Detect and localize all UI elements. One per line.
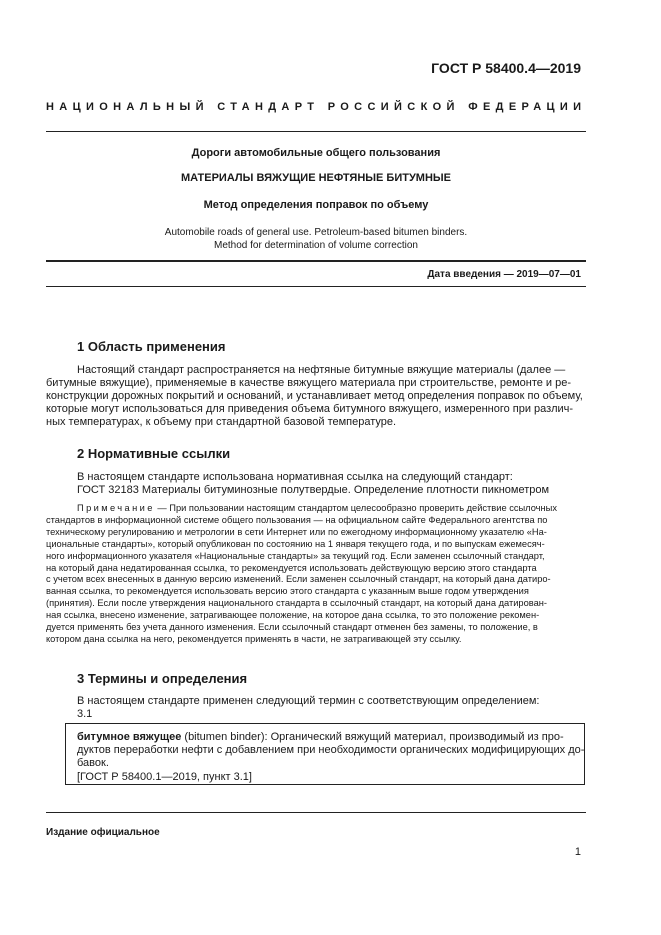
term-number: 3.1 bbox=[77, 708, 93, 720]
note-line: циональные стандарты», который опубликован по состоянию на 1 января текущего года, и по выпускам ежемесяч- bbox=[46, 538, 545, 549]
term-definition bbox=[77, 731, 585, 770]
section-2-text bbox=[77, 471, 585, 497]
note-line: (принятия). Если после утверждения национального стандарта в ссылочный стандарт, на который дана датирован- bbox=[46, 598, 547, 609]
section-1-line: конструкции дорожных покрытий и оснований, и устанавливает метод определения поправок по объему, bbox=[46, 390, 583, 402]
page-number: 1 bbox=[574, 846, 581, 858]
section-1-line: которые могут использоваться для приведения объема битумного вяжущего, измеренного при различ- bbox=[46, 403, 574, 415]
section-1-heading: 1 Область применения bbox=[77, 339, 226, 354]
note-line: с учетом всех внесенных в данную версию изменений. Если заменен ссылочный стандарт, на который дана датиро- bbox=[46, 574, 551, 585]
section-1-line: ных температурах, к объему при стандартной базовой температуре. bbox=[46, 416, 397, 428]
section-3-text bbox=[77, 695, 585, 721]
note-line: стандартов в информационной системе общего пользования — на официальном сайте Федерального агентства по bbox=[46, 514, 548, 525]
term-name: битумное вяжущее bbox=[77, 731, 182, 743]
note-line: ного информационного указателя «Национальные стандарты» за текущий год. Если заменен ссылочный стандарт, bbox=[46, 550, 545, 561]
footer-divider bbox=[46, 812, 586, 813]
section-2-line: В настоящем стандарте использована нормативная ссылка на следующий стандарт: bbox=[77, 471, 513, 483]
introduction-date: Дата введения — 2019—07—01 bbox=[427, 269, 581, 280]
section-3-heading: 3 Термины и определения bbox=[77, 671, 248, 686]
title-sub: Метод определения поправок по объему bbox=[203, 199, 429, 211]
standard-title: НАЦИОНАЛЬНЫЙ СТАНДАРТ РОССИЙСКОЙ ФЕДЕРАЦИИ bbox=[46, 101, 587, 113]
note-first-line bbox=[46, 503, 586, 515]
section-1-text bbox=[46, 364, 585, 429]
document-code: ГОСТ Р 58400.4—2019 bbox=[431, 60, 581, 76]
title-english bbox=[46, 226, 586, 252]
note-line: дуется применять без учета данного изменения. Если ссылочный стандарт отменен без замены, то положение, в bbox=[46, 622, 538, 633]
note-label: Примечание bbox=[77, 503, 155, 513]
title-english-line2: Method for determination of volume correction bbox=[214, 240, 418, 251]
note-first-text: — При пользовании настоящим стандартом целесообразно проверить действие ссылочных bbox=[154, 503, 557, 513]
title-caps: МАТЕРИАЛЫ ВЯЖУЩИЕ НЕФТЯНЫЕ БИТУМНЫЕ bbox=[180, 172, 452, 184]
note-line: техническому регулированию и метрологии в сети Интернет или по ежегодному информационному указателю «На- bbox=[46, 526, 547, 537]
section-1-line: Настоящий стандарт распространяется на нефтяные битумные вяжущие материалы (далее — bbox=[77, 364, 566, 376]
header-divider bbox=[46, 131, 586, 132]
term-definition-line1: (bitumen binder): Органический вяжущий материал, производимый из про- bbox=[181, 731, 564, 743]
note-line: котором дана ссылка на него, рекомендуется применять в части, не затрагивающей эту ссылку. bbox=[46, 633, 462, 644]
title-english-line1: Automobile roads of general use. Petroleum-based bitumen binders. bbox=[164, 227, 468, 238]
note-line: ная ссылка, внесено изменение, затрагивающее положение, на которое дана ссылка, то это положение рекомен- bbox=[46, 610, 540, 621]
title-divider bbox=[46, 260, 586, 262]
term-definition-line3: бавок. bbox=[77, 757, 109, 769]
note-line: на который дана недатированная ссылка, то рекомендуется использовать действующую версию этого стандарта bbox=[46, 562, 537, 573]
date-divider bbox=[46, 286, 586, 287]
note-line: ванная ссылка, то рекомендуется использовать версию этого стандарта с указанным выше годом утверждения bbox=[46, 586, 529, 597]
term-source: [ГОСТ Р 58400.1—2019, пункт 3.1] bbox=[77, 771, 252, 783]
section-2-heading: 2 Нормативные ссылки bbox=[77, 446, 231, 461]
section-3-intro: В настоящем стандарте применен следующий термин с соответствующим определением: bbox=[77, 695, 540, 707]
title-main: Дороги автомобильные общего пользования bbox=[191, 147, 441, 159]
section-2-note bbox=[46, 503, 586, 646]
section-1-line: битумные вяжущие), применяемые в качестве вяжущего материала при строительстве, ремонте и ре- bbox=[46, 377, 572, 389]
section-2-line: ГОСТ 32183 Материалы битуминозные полутвердые. Определение плотности пикнометром bbox=[77, 484, 550, 496]
term-definition-line2: дуктов переработки нефти с добавлением при необходимости органических модифицирующих до- bbox=[77, 744, 585, 756]
edition-label: Издание официальное bbox=[46, 827, 160, 838]
